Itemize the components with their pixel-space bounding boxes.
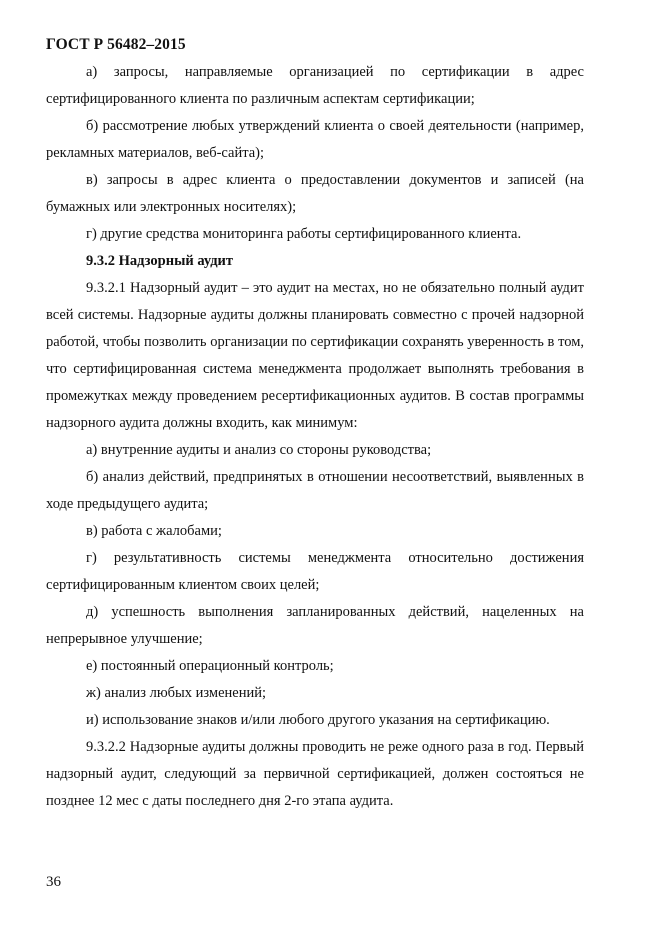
paragraph-9-3-2-1: 9.3.2.1 Надзорный аудит – это аудит на местах, но не обязательно полный аудит всей системы. Надзорные аудиты должны планировать совместно с прочей надзорной работой, чтобы позволить организации по сертификации сохранять уверенность в том, что сертифицированная система менеджмента продолжает выполнять требования в промежутках между проведением ресертификационных аудитов. В состав программы надзорного аудита должны входить, как минимум:	[46, 280, 584, 431]
section-heading-9-3-2: 9.3.2 Надзорный аудит	[86, 253, 234, 269]
list-item-b-nonconformity-actions: б) анализ действий, предпринятых в отношении несоответствий, выявленных в ходе предыдущего аудита;	[46, 469, 584, 512]
list-item-a-internal-audits: а) внутренние аудиты и анализ со стороны руководства;	[86, 442, 432, 458]
list-item-v-document-requests: в) запросы в адрес клиента о предоставлении документов и записей (на бумажных или электронных носителях);	[46, 172, 584, 215]
document-body	[46, 59, 584, 815]
list-item-b-review-claims: б) рассмотрение любых утверждений клиента о своей деятельности (например, рекламных материалов, веб-сайта);	[46, 118, 584, 161]
document-header-standard-code: ГОСТ Р 56482–2015	[46, 36, 186, 53]
list-item-i-marks-usage: и) использование знаков и/или любого другого указания на сертификацию.	[86, 712, 550, 728]
list-item-d-improvement: д) успешность выполнения запланированных действий, нацеленных на непрерывное улучшение;	[46, 604, 584, 647]
list-item-e-operational-control: е) постоянный операционный контроль;	[86, 658, 334, 674]
paragraph-9-3-2-2: 9.3.2.2 Надзорные аудиты должны проводить не реже одного раза в год. Первый надзорный аудит, следующий за первичной сертификацией, должен состояться не позднее 12 мес с даты последнего дня 2-го этапа аудита.	[46, 739, 584, 809]
list-item-v-complaints: в) работа с жалобами;	[86, 523, 222, 539]
list-item-g-effectiveness: г) результативность системы менеджмента относительно достижения сертифицированным клиентом своих целей;	[46, 550, 584, 593]
page-number: 36	[46, 874, 61, 890]
list-item-zh-changes: ж) анализ любых изменений;	[86, 685, 267, 701]
list-item-a-requests: а) запросы, направляемые организацией по сертификации в адрес сертифицированного клиента по различным аспектам сертификации;	[46, 64, 584, 107]
list-item-g-other-monitoring: г) другие средства мониторинга работы сертифицированного клиента.	[86, 226, 522, 242]
